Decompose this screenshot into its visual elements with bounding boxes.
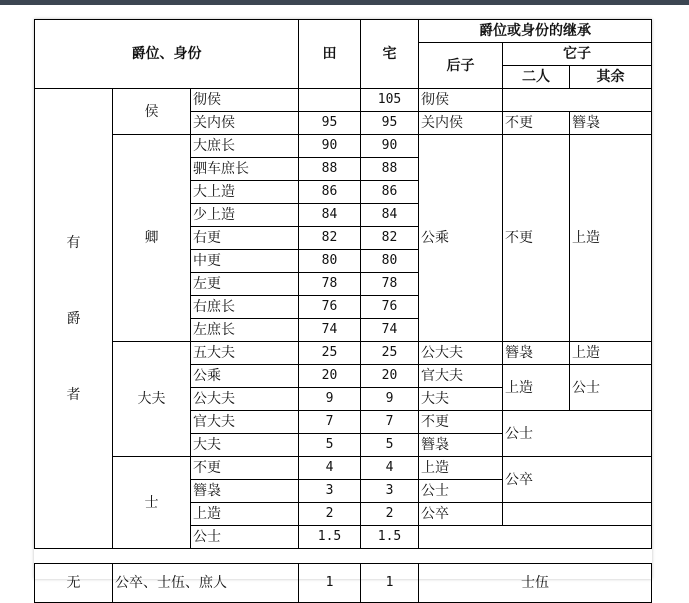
field-value: 84 [299, 204, 361, 227]
dafu-the-rest: 公士 [570, 365, 652, 411]
two-persons-value: 簪袅 [503, 342, 570, 365]
house-value: 86 [361, 181, 419, 204]
rank-name: 大上造 [191, 181, 299, 204]
field-value: 9 [299, 388, 361, 411]
header-other-sons: 它子 [503, 43, 652, 66]
rank-name: 大夫 [191, 434, 299, 457]
section-gap [35, 549, 652, 564]
house-value: 105 [361, 89, 419, 112]
rank-name: 大庶长 [191, 135, 299, 158]
group-dafu: 大夫 [113, 342, 191, 457]
heir-value: 公大夫 [419, 342, 503, 365]
rank-name: 簪袅 [191, 480, 299, 503]
house-value: 1.5 [361, 526, 419, 549]
header-inheritance: 爵位或身份的继承 [419, 20, 652, 43]
field-value: 86 [299, 181, 361, 204]
heir-value: 上造 [419, 457, 503, 480]
other-sons-empty [503, 89, 652, 112]
header-two-persons: 二人 [503, 66, 570, 89]
qing-the-rest: 上造 [570, 135, 652, 342]
rank-name: 右更 [191, 227, 299, 250]
heir-value: 关内侯 [419, 112, 503, 135]
field-value: 3 [299, 480, 361, 503]
qing-two-persons: 不更 [503, 135, 570, 342]
heir-value: 大夫 [419, 388, 503, 411]
field-value: 80 [299, 250, 361, 273]
header-rank-identity: 爵位、身份 [35, 20, 299, 89]
rank-name: 右庶长 [191, 296, 299, 319]
field-value: 95 [299, 112, 361, 135]
heir-value: 公士 [419, 480, 503, 503]
group-wu: 无 [35, 564, 113, 603]
dafu-two-persons: 上造 [503, 365, 570, 411]
house-value: 20 [361, 365, 419, 388]
heir-value: 不更 [419, 411, 503, 434]
rank-name: 公乘 [191, 365, 299, 388]
house-value: 84 [361, 204, 419, 227]
house-value: 80 [361, 250, 419, 273]
rank-name: 关内侯 [191, 112, 299, 135]
window-top-bar [0, 0, 689, 5]
other-sons-empty [503, 503, 652, 526]
rank-name: 上造 [191, 503, 299, 526]
field-value: 78 [299, 273, 361, 296]
field-value: 74 [299, 319, 361, 342]
field-value: 90 [299, 135, 361, 158]
rank-name: 中更 [191, 250, 299, 273]
house-value: 25 [361, 342, 419, 365]
house-value: 1 [361, 564, 419, 603]
header-heir: 后子 [419, 43, 503, 89]
group-jue: 爵 [66, 310, 81, 327]
rank-name: 公卒、士伍、庶人 [113, 564, 299, 603]
field-value: 2 [299, 503, 361, 526]
house-value: 74 [361, 319, 419, 342]
rank-name: 少上造 [191, 204, 299, 227]
field-value: 20 [299, 365, 361, 388]
field-value: 1 [299, 564, 361, 603]
group-qing: 卿 [113, 135, 191, 342]
header-house: 宅 [361, 20, 419, 89]
house-value: 3 [361, 480, 419, 503]
rank-name: 左更 [191, 273, 299, 296]
house-value: 82 [361, 227, 419, 250]
wu-inheritance: 士伍 [419, 564, 652, 603]
heir-value: 簪袅 [419, 434, 503, 457]
rank-name: 不更 [191, 457, 299, 480]
dafu-other-sons: 公士 [503, 411, 652, 457]
field-value: 5 [299, 434, 361, 457]
rank-name: 驷车庶长 [191, 158, 299, 181]
field-value: 1.5 [299, 526, 361, 549]
shi-other-sons: 公卒 [503, 457, 652, 503]
field-value: 76 [299, 296, 361, 319]
field-value: 25 [299, 342, 361, 365]
inheritance-empty [419, 526, 652, 549]
house-value: 9 [361, 388, 419, 411]
house-value: 88 [361, 158, 419, 181]
house-value: 76 [361, 296, 419, 319]
field-value: 7 [299, 411, 361, 434]
house-value: 2 [361, 503, 419, 526]
rank-name: 公士 [191, 526, 299, 549]
house-value: 95 [361, 112, 419, 135]
heir-value: 彻侯 [419, 89, 503, 112]
heir-value: 官大夫 [419, 365, 503, 388]
house-value: 4 [361, 457, 419, 480]
house-value: 5 [361, 434, 419, 457]
rank-name: 五大夫 [191, 342, 299, 365]
field-value: 4 [299, 457, 361, 480]
house-value: 7 [361, 411, 419, 434]
header-the-rest: 其余 [570, 66, 652, 89]
group-shi: 士 [113, 457, 191, 549]
house-value: 90 [361, 135, 419, 158]
group-hou: 侯 [113, 89, 191, 135]
group-you-jue [35, 89, 113, 549]
two-persons-value: 不更 [503, 112, 570, 135]
rank-name: 左庶长 [191, 319, 299, 342]
field-value: 82 [299, 227, 361, 250]
rank-name: 公大夫 [191, 388, 299, 411]
the-rest-value: 簪袅 [570, 112, 652, 135]
group-you: 有 [66, 234, 81, 251]
house-value: 78 [361, 273, 419, 296]
the-rest-value: 上造 [570, 342, 652, 365]
heir-value: 公卒 [419, 503, 503, 526]
field-value [299, 89, 361, 112]
header-field: 田 [299, 20, 361, 89]
rank-name: 官大夫 [191, 411, 299, 434]
rank-inheritance-table [34, 19, 652, 603]
group-zhe: 者 [66, 386, 81, 403]
rank-name: 彻侯 [191, 89, 299, 112]
field-value: 88 [299, 158, 361, 181]
qing-heir: 公乘 [419, 135, 503, 342]
